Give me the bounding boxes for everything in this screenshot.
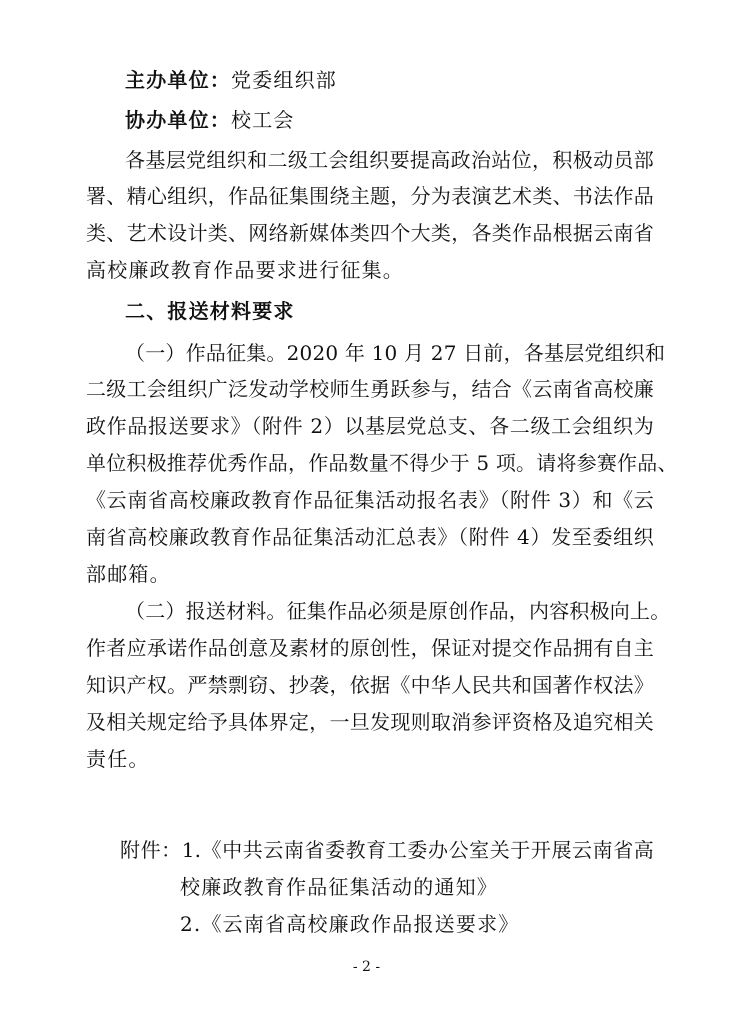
intro-line-2: 署、精心组织，作品征集围绕主题，分为表演艺术类、书法作品 <box>86 184 654 208</box>
intro-line-3: 类、艺术设计类、网络新媒体类四个大类，各类作品根据云南省 <box>86 221 654 245</box>
item1-line-1 <box>125 339 666 367</box>
section-heading: 二、报送材料要求 <box>125 299 295 323</box>
attachment-item-2: 2.《云南省高校廉政作品报送要求》 <box>180 912 520 936</box>
intro-line-1: 各基层党组织和二级工会组织要提高政治站位，积极动员部 <box>125 148 654 172</box>
attachment-label: 附件： <box>120 838 182 862</box>
item2-line-5: 责任。 <box>86 747 150 771</box>
attachment-line-1 <box>120 836 654 864</box>
item1-line-6: 南省高校廉政教育作品征集活动汇总表》（附件 4）发至委组织 <box>86 525 654 549</box>
item2-line-4: 及相关规定给予具体界定，一旦发现则取消参评资格及追究相关 <box>86 710 654 734</box>
item1-line-5: 《云南省高校廉政教育作品征集活动报名表》（附件 3）和《云 <box>86 488 654 512</box>
item2-line-2: 作者应承诺作品创意及素材的原创性，保证对提交作品拥有自主 <box>86 636 654 660</box>
sponsor-value: 党委组织部 <box>231 68 337 92</box>
page-number: - 2 - <box>352 959 381 975</box>
sponsor-label: 主办单位： <box>125 68 231 92</box>
item1-line-3: 政作品报送要求》（附件 2）以基层党总支、各二级工会组织为 <box>86 414 654 438</box>
co-sponsor-line <box>125 106 654 134</box>
attachment-item-1-continued: 校廉政教育作品征集活动的通知》 <box>180 875 498 899</box>
item2-line-1-text: 征集作品必须是原创作品，内容积极向上。 <box>286 599 671 623</box>
item1-line-7: 部邮箱。 <box>86 562 171 586</box>
co-sponsor-value: 校工会 <box>231 108 295 132</box>
item2-line-1 <box>125 597 671 625</box>
item1-line-4: 单位积极推荐优秀作品，作品数量不得少于 5 项。请将参赛作品、 <box>86 451 678 475</box>
item1-lead: （一）作品征集。 <box>125 341 287 365</box>
intro-line-4: 高校廉政教育作品要求进行征集。 <box>86 258 404 282</box>
item1-line-1-text: 2020 年 10 月 27 日前，各基层党组织和 <box>286 341 666 365</box>
item2-lead: （二）报送材料。 <box>125 599 287 623</box>
sponsor-line <box>125 66 654 94</box>
attachment-item-1: 1.《中共云南省委教育工委办公室关于开展云南省高 <box>181 838 654 862</box>
item2-line-3: 知识产权。严禁剽窃、抄袭，依据《中华人民共和国著作权法》 <box>86 673 654 697</box>
co-sponsor-label: 协办单位： <box>125 108 231 132</box>
item1-line-2: 二级工会组织广泛发动学校师生勇跃参与，结合《云南省高校廉 <box>86 377 654 401</box>
